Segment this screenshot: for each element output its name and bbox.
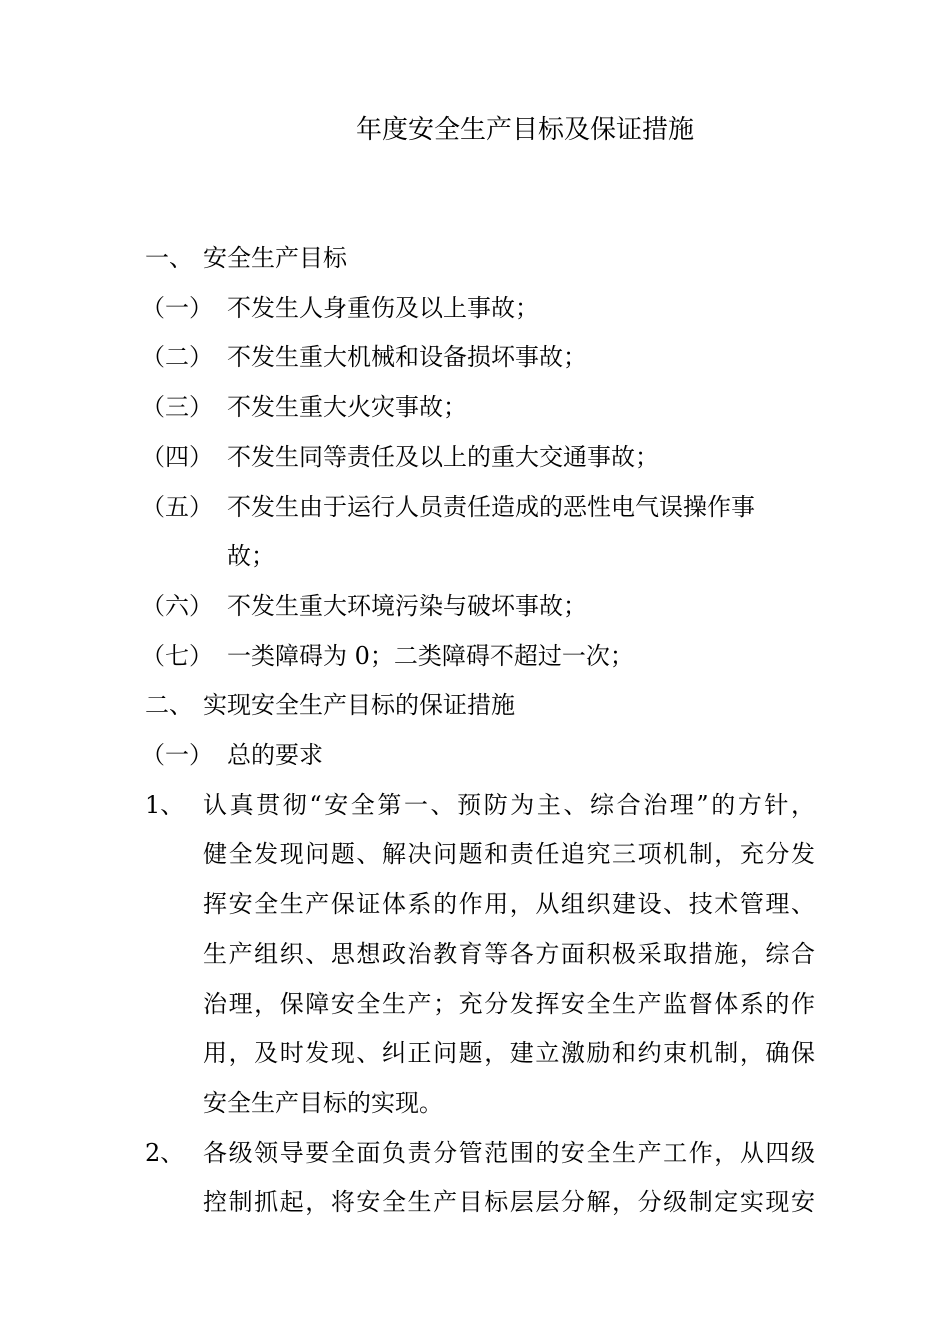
item-text: 一类障碍为 0；二类障碍不超过一次； (227, 641, 634, 670)
item-text-line: 不发生由于运行人员责任造成的恶性电气误操作事 (227, 492, 755, 521)
item-text: 不发生重大火灾事故； (227, 393, 467, 422)
list-item (141, 383, 815, 433)
item-marker: （一） (141, 293, 213, 322)
document-body (141, 234, 815, 1228)
paragraph-line: 安全生产目标的实现。 (203, 1088, 443, 1117)
paragraph-line: 健全发现问题、解决问题和责任追究三项机制，充分发 (203, 840, 815, 869)
paragraph-line: 控制抓起，将安全生产目标层层分解，分级制定实现安 (203, 1188, 815, 1217)
item-text: 不发生重大环境污染与破坏事故； (227, 591, 587, 620)
numbered-paragraph (145, 1129, 815, 1228)
paragraph-number: 1、 (145, 790, 185, 819)
numbered-paragraph (145, 781, 815, 1129)
section-heading-text: 安全生产目标 (203, 244, 347, 272)
paragraph-text (203, 781, 815, 1129)
section-heading-text: 实现安全生产目标的保证措施 (203, 691, 515, 720)
list-item (141, 483, 815, 582)
paragraph-line: 各级领导要全面负责分管范围的安全生产工作，从四级 (203, 1138, 815, 1167)
list-item (141, 284, 815, 334)
subsection-heading (141, 731, 815, 781)
document-title: 年度安全生产目标及保证措施 (355, 115, 694, 145)
item-text: 不发生人身重伤及以上事故； (227, 293, 539, 322)
item-marker: （四） (141, 442, 213, 471)
item-marker: （七） (141, 641, 213, 670)
paragraph-line: 生产组织、思想政治教育等各方面积极采取措施，综合 (203, 939, 815, 968)
item-text: 不发生同等责任及以上的重大交通事故； (227, 442, 659, 471)
item-text-line: 故； (227, 542, 275, 571)
item-marker: （三） (141, 393, 213, 422)
section-marker: 一、 (145, 244, 193, 272)
list-item (141, 632, 815, 682)
paragraph-text (203, 1129, 815, 1228)
item-marker: （一） (141, 741, 213, 770)
list-item (141, 433, 815, 483)
section-heading (145, 234, 815, 284)
paragraph-line: 治理，保障安全生产；充分发挥安全生产监督体系的作 (203, 989, 815, 1018)
item-text (227, 483, 815, 582)
paragraph-number: 2、 (145, 1138, 185, 1167)
paragraph-line: 挥安全生产保证体系的作用，从组织建设、技术管理、 (203, 890, 815, 919)
list-item (141, 333, 815, 383)
item-marker: （六） (141, 591, 213, 620)
section-heading (145, 681, 815, 731)
item-marker: （二） (141, 343, 213, 372)
subsection-heading-text: 总的要求 (227, 741, 323, 770)
paragraph-line: 认真贯彻“安全第一、预防为主、综合治理”的方针， (203, 790, 815, 819)
paragraph-line: 用，及时发现、纠正问题，建立激励和约束机制，确保 (203, 1039, 815, 1068)
list-item (141, 582, 815, 632)
item-marker: （五） (141, 492, 213, 521)
section-marker: 二、 (145, 691, 193, 720)
item-text: 不发生重大机械和设备损坏事故； (227, 343, 587, 372)
